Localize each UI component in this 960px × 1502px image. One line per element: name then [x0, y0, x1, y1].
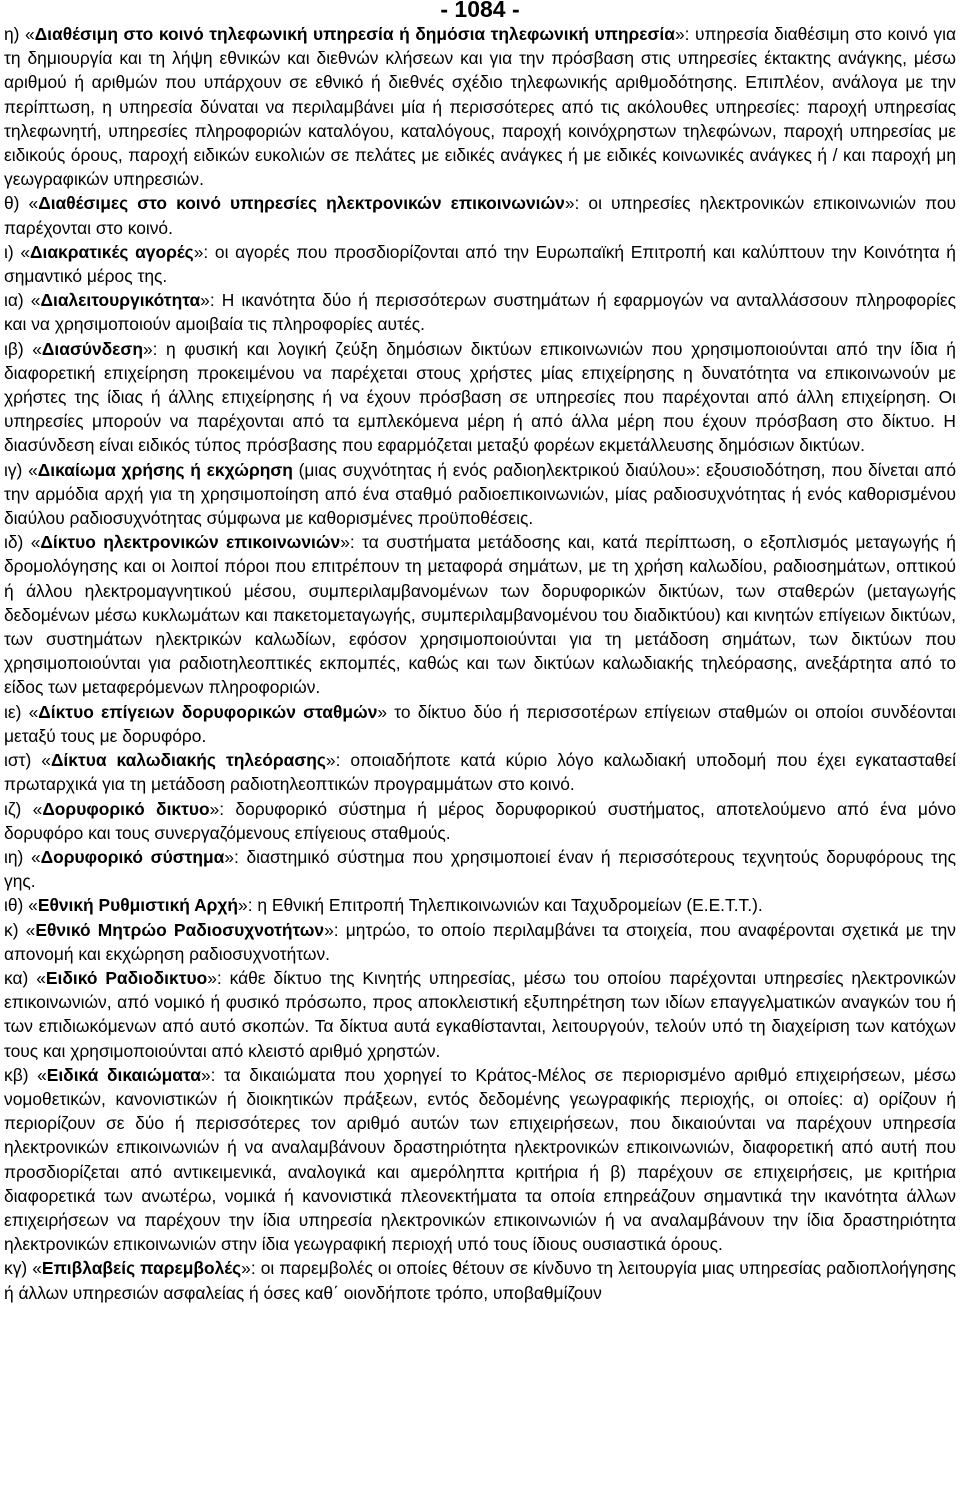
definition-ie: [4, 700, 956, 748]
definition-ith: [4, 893, 956, 917]
definition-text: (μιας συχνότητας ή ενός ραδιοηλεκτρικού διαύλου»: εξουσιοδότηση, που δίνεται από την αρμόδια αρχή για τη χρησιμοποίηση από ένα σταθμό ραδιοεπικοινωνιών, μίας ραδιοσυχνότητας ή ενός καθορισμένου διαύλου ραδιοσυχνότητας σύμφωνα με καθορισμένες προϋποθέσεις.: [4, 459, 956, 529]
definition-text: »: Η ικανότητα δύο ή περισσότερων συστημάτων ή εφαρμογών να ανταλλάσσουν πληροφορίες και να χρησιμοποιούν αμοιβαία τις πληροφορίες αυτές.: [4, 290, 956, 335]
definition-text: »: η Εθνική Επιτροπή Τηλεπικοινωνιών και Ταχυδρομείων (Ε.Ε.Τ.Τ.).: [238, 895, 763, 916]
definition-theta: [4, 191, 956, 239]
item-prefix: ιστ) «: [4, 750, 51, 771]
defined-term: Εθνικό Μητρώο Ραδιοσυχνοτήτων: [35, 919, 325, 940]
defined-term: Διασύνδεση: [41, 338, 143, 359]
item-prefix: ιε) «: [4, 701, 39, 722]
defined-term: Δίκτυο επίγειων δορυφορικών σταθμών: [38, 701, 378, 722]
defined-term: Εθνική Ρυθμιστική Αρχή: [37, 895, 239, 916]
definition-kb: [4, 1063, 956, 1257]
defined-term: Ειδικό Ραδιοδικτυο: [45, 967, 208, 988]
item-prefix: ιζ) «: [4, 798, 43, 819]
defined-term: Διαλειτουργικότητα: [40, 290, 201, 311]
definition-text: »: οι παρεμβολές οι οποίες θέτουν σε κίνδυνο τη λειτουργία μιας υπηρεσίας ραδιοπλοήγησης ή άλλων υπηρεσιών ασφαλείας ή όσες καθ΄ οιονδήποτε τρόπο, υποβαθμίζουν: [4, 1258, 956, 1303]
defined-term: Δίκτυο ηλεκτρονικών επικοινωνιών: [40, 532, 341, 553]
item-prefix: ια) «: [4, 290, 41, 311]
definition-text: »: οι υπηρεσίες ηλεκτρονικών επικοινωνιών που παρέχονται στο κοινό.: [4, 193, 956, 238]
definition-kg: [4, 1256, 956, 1304]
item-prefix: θ) «: [4, 193, 39, 214]
defined-term: Διακρατικές αγορές: [30, 241, 194, 262]
item-prefix: κ) «: [4, 919, 36, 940]
document-body: [4, 22, 956, 1305]
definition-text: »: τα δικαιώματα που χορηγεί το Κράτος-Μέλος σε περιορισμένο αριθμό επιχειρήσεων, μέσω νομοθετικών, κανονιστικών ή διοικητικών πράξεων, εντός δεδομένης γεωγραφικής περιοχής, οι οποίες: α) ορίζουν ή περιορίζουν σε δύο ή περισσότερες τον αριθμό αυτών των επιχειρήσεων, που δικαιούνται να παρέχουν υπηρεσία ηλεκτρονικών επικοινωνιών ή να αναλαμβάνουν δραστηριότητα ηλεκτρονικών επικοινωνιών, διαφορετική από αυτή που προσδιορίζεται από αντικειμενικά, αναλογικά και αμερόληπτα κριτήρια ή β) παρέχουν σε επιχειρήσεις, με κριτήρια διαφορετικά των ανωτέρω, νομικά ή κανονιστικά πλεονεκτήματα τα οποία επηρεάζουν σημαντικά την ικανότητα άλλων επιχειρήσεων να παρέχουν την ίδια υπηρεσία ηλεκτρονικών επικοινωνιών ή να αναλαμβάνουν την ίδια δραστηριότητα ηλεκτρονικών επικοινωνιών στην ίδια γεωγραφική περιοχή υπό τους ίδιους ουσιαστικά όρους.: [4, 1064, 956, 1255]
definition-text: »: τα συστήματα μετάδοσης και, κατά περίπτωση, ο εξοπλισμός μεταγωγής ή δρομολόγησης και οι λοιποί πόροι που επιτρέπουν τη μεταφορά σημάτων, με τη χρήση καλωδίου, ραδιοσημάτων, οπτικού ή άλλου ηλεκτρομαγνητικού μέσου, συμπεριλαμβανομένων των δορυφορικών δικτύων, των σταθερών (μεταγωγής δεδομένων μέσω κυκλωμάτων και πακετομεταγωγής, συμπεριλαμβανομένου του διαδικτύου) και κινητών επίγειων δικτύων, των συστημάτων ηλεκτρικών καλωδίων, εφόσον χρησιμοποιούνται για τη μετάδοση σημάτων, των δικτύων που χρησιμοποιούνται για ραδιοτηλεοπτικές εκπομπές, καθώς και των δικτύων καλωδιακής τηλεόρασης, ανεξάρτητα από το είδος των μεταφερόμενων πληροφοριών.: [4, 532, 956, 698]
definition-text: »: η φυσική και λογική ζεύξη δημόσιων δικτύων επικοινωνιών που χρησιμοποιούνται από την ίδια ή διαφορετική επιχείρηση προκειμένου να παρέχεται στους χρήστες μίας επιχείρησης η δυνατότητα να επικοινωνούν με χρήστες της ίδιας ή άλλης επιχείρησης ή να έχουν πρόσβαση σε υπηρεσίες που παρέχονται από άλλη επιχείρηση. Οι υπηρεσίες μπορούν να παρέχονται από τα εμπλεκόμενα μέρη ή από άλλα μέρη που έχουν πρόσβαση στο δίκτυο. Η διασύνδεση είναι ειδικός τύπος πρόσβασης που εφαρμόζεται μεταξύ φορέων εκμετάλλευσης δημόσιων δικτύων.: [4, 338, 956, 456]
defined-term: Δορυφορικό δικτυο: [42, 798, 210, 819]
item-prefix: ιη) «: [4, 846, 41, 867]
item-prefix: ι) «: [4, 241, 31, 262]
definition-ist: [4, 748, 956, 796]
item-prefix: ιγ) «: [4, 459, 38, 480]
item-prefix: ιθ) «: [4, 895, 38, 916]
definition-id: [4, 530, 956, 699]
defined-term: Επιβλαβείς παρεμβολές: [41, 1258, 242, 1279]
defined-term: Δικαίωμα χρήσης ή εκχώρηση: [37, 459, 293, 480]
definition-eta: [4, 22, 956, 191]
definition-text: »: δορυφορικό σύστημα ή μέρος δορυφορικού συστήματος, αποτελούμενο από ένα μόνο δορυφόρο και τους συνεργαζόμενους επίγειους σταθμούς.: [4, 798, 956, 843]
definition-text: »: οι αγορές που προσδιορίζονται από την Ευρωπαϊκή Επιτροπή και καλύπτουν την Κοινότητα ή σημαντικό μέρος της.: [4, 241, 956, 287]
definition-ih: [4, 845, 956, 893]
definition-ka: [4, 966, 956, 1063]
definition-text: »: κάθε δίκτυο της Κινητής υπηρεσίας, μέσω του οποίου παρέχονται υπηρεσίες ηλεκτρονικών επικοινωνιών, από νομικό ή φυσικό πρόσωπο, προς αποκλειστική εξυπηρέτηση των ιδίων επαγγελματικών αναγκών του ή των επιδιωκόμενων από αυτό σκοπών. Τα δίκτυα αυτά εγκαθίστανται, λειτουργούν, τελούν υπό τη διαχείριση των κατόχων τους και χρησιμοποιούνται από κλειστό αριθμό χρηστών.: [4, 967, 956, 1061]
item-prefix: ιβ) «: [4, 338, 42, 359]
definition-iz: [4, 797, 956, 845]
item-prefix: η) «: [4, 24, 35, 44]
defined-term: Διαθέσιμη στο κοινό τηλεφωνική υπηρεσία ή δημόσια τηλεφωνική υπηρεσία: [34, 24, 675, 44]
definition-text: »: υπηρεσία διαθέσιμη στο κοινό για τη δημιουργία και τη λήψη εθνικών και διεθνών κλήσεων και για την πρόσβαση στις υπηρεσίες έκτακτης ανάγκης, μέσω αριθμού ή αριθμών που υπάρχουν σε εθνικό ή διεθνές σχέδιο τηλεφωνικής αριθμοδότησης. Επιπλέον, ανάλογα με την περίπτωση, η υπηρεσία δύναται να περιλαμβάνει μία ή περισσότερες από τις ακόλουθες υπηρεσίες: παροχή υπηρεσίας τηλεφωνητή, υπηρεσίες πληροφοριών καταλόγου, καταλόγους, παροχή κοινόχρηστων τηλεφώνων, παροχή υπηρεσίας με ειδικούς όρους, παροχή ειδικών ευκολιών σε πελάτες με ειδικές ανάγκες ή με ειδικές κοινωνικές ανάγκες ή / και παροχή μη γεωγραφικών υπηρεσιών.: [4, 24, 957, 190]
defined-term: Ειδικά δικαιώματα: [46, 1064, 201, 1085]
item-prefix: κα) «: [4, 967, 46, 988]
item-prefix: κγ) «: [4, 1258, 42, 1279]
definition-text: » το δίκτυο δύο ή περισσοτέρων επίγειων σταθμών οι οποίοι συνδέονται μεταξύ τους με δορυφόρο.: [4, 701, 956, 746]
definition-k: [4, 918, 956, 966]
definition-iota: [4, 240, 956, 288]
definition-ig: [4, 458, 956, 531]
definition-text: »: οποιαδήποτε κατά κύριο λόγο καλωδιακή υποδομή που έχει εγκατασταθεί πρωταρχικά για τη μετάδοση ραδιοτηλεοπτικών προγραμμάτων στο κοινό.: [4, 750, 956, 795]
definition-text: »: διαστημικό σύστημα που χρησιμοποιεί έναν ή περισσότερους τεχνητούς δορυφόρους της γης.: [4, 846, 956, 892]
item-prefix: κβ) «: [4, 1064, 47, 1085]
page-number: - 1084 -: [440, 0, 520, 22]
defined-term: Διαθέσιμες στο κοινό υπηρεσίες ηλεκτρονικών επικοινωνιών: [38, 193, 565, 214]
definition-text: »: μητρώο, το οποίο περιλαμβάνει τα στοιχεία, που αναφέρονται σχετικά με την απονομή και εκχώρηση ραδιοσυχνοτήτων.: [4, 919, 956, 964]
definition-ib: [4, 337, 956, 458]
defined-term: Δορυφορικό σύστημα: [40, 846, 225, 867]
defined-term: Δίκτυα καλωδιακής τηλεόρασης: [50, 750, 326, 771]
definition-ia: [4, 288, 956, 336]
item-prefix: ιδ) «: [4, 532, 41, 553]
